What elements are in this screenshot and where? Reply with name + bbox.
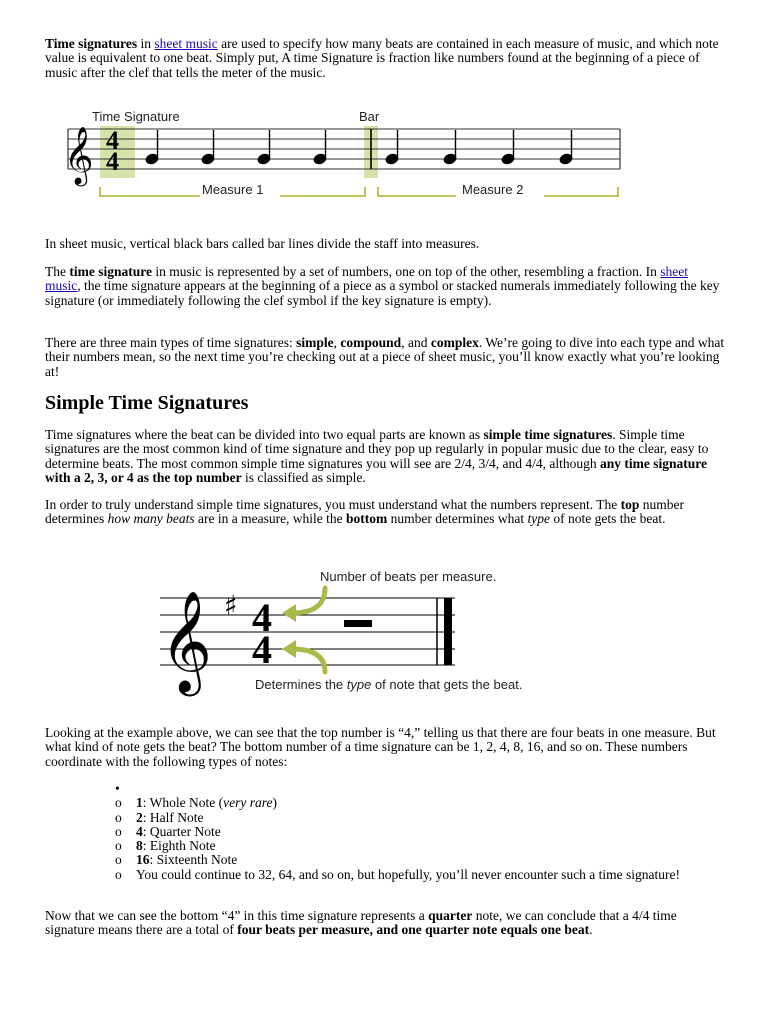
bold-text: complex <box>430 335 479 350</box>
text: : Quarter Note <box>142 823 221 839</box>
sheet-music-link[interactable]: sheet music <box>154 36 218 51</box>
bold-text: bottom <box>346 511 388 527</box>
bold-text: 2 <box>136 809 143 825</box>
top-arrowhead-icon <box>282 604 296 622</box>
text: You could continue to 32, 64, and so on, but hopefully, you’ll never encounter such a time signature! <box>136 866 681 882</box>
list-item <box>115 796 715 810</box>
quarter-notes-measure-2 <box>385 130 573 165</box>
list-item <box>115 853 715 867</box>
circle-marker: o <box>115 866 122 882</box>
list-item <box>115 839 715 853</box>
simple-time-paragraph <box>45 428 725 485</box>
quarter-notes-measure-1 <box>145 130 327 165</box>
conclusion-paragraph <box>45 909 725 938</box>
measure-1-label: Measure 1 <box>202 182 264 197</box>
text: is classified as simple. <box>241 469 366 485</box>
time-signature-top: 4 <box>106 126 119 155</box>
circle-marker: o <box>115 809 122 825</box>
bold-text: simple time signatures <box>483 427 613 442</box>
example-explanation-paragraph: Looking at the example above, we can see that the top number is “4,” telling us that there are four beats in one measure. But what kind of note gets the beat? The bottom number of a time signature can be 1, 2, 4, 8, 16, and so on. These numbers coordinate with the following types of notes: <box>45 725 716 769</box>
bold-text: 8 <box>136 838 143 854</box>
italic-text: type <box>346 677 372 692</box>
top-arrow-icon <box>292 588 325 613</box>
section-heading: Simple Time Signatures <box>45 392 249 414</box>
circle-marker: o <box>115 823 122 839</box>
bold-text: compound <box>340 335 402 350</box>
note-types-list <box>115 782 715 882</box>
text: , the time signature appears at the beginning of a piece as a symbol or stacked numerals immediately following the key signature (or immediately following the clef symbol if the key signature is empty). <box>45 278 720 308</box>
text: Time signatures where the beat can be divided into two equal parts are known as <box>45 427 484 442</box>
bar-label: Bar <box>359 109 380 124</box>
text: : Whole Note ( <box>142 795 224 811</box>
bottom-arrowhead-icon <box>282 640 296 658</box>
text: ) <box>272 795 277 811</box>
numbers-meaning-paragraph <box>45 498 725 527</box>
intro-paragraph <box>45 37 725 80</box>
list-item <box>115 811 715 825</box>
text: In order to truly understand simple time signatures, you must understand what the numbers represent. The <box>45 497 621 512</box>
text: The <box>45 264 70 279</box>
measure-2-label: Measure 2 <box>462 182 524 197</box>
text: : Half Note <box>142 809 204 825</box>
bold-text: top <box>620 497 640 512</box>
text: are used to specify how many beats are contained in each measure of music, and which note value is equivalent to one beat. Simply put, A time Signature is fraction like numbers found at the beginning of a piece of music after the clef that tells the meter of the music. <box>45 36 719 80</box>
text: , and <box>401 335 431 350</box>
italic-text: type <box>527 511 551 527</box>
bold-text: 16 <box>136 852 150 868</box>
list-item <box>115 825 715 839</box>
text: : Eighth Note <box>142 838 216 854</box>
text: . Simple time signatures are the most common kind of time signature and they pop up regularly in popular music due to the clear, easy to determine beats. The most common simple time signatures you will see are 2/4, 3/4, and 4/4, although <box>45 427 709 471</box>
bold-text: four beats per measure, and one quarter note equals one beat <box>237 922 590 938</box>
bold-text: any time signature with a 2, 3, or 4 as the top number <box>45 455 708 485</box>
bold-text: time signature <box>69 264 152 279</box>
sharp-icon: ♯ <box>224 589 238 622</box>
time-signature-label: Time Signature <box>92 109 180 124</box>
text: . <box>589 922 593 938</box>
time-signature-description <box>45 265 725 308</box>
list-item <box>115 868 715 882</box>
beats-per-measure-label: Number of beats per measure. <box>320 569 497 584</box>
text: of note that gets the beat. <box>371 677 523 692</box>
text: number determines what <box>387 511 528 527</box>
text: of note gets the beat. <box>550 511 666 527</box>
bold-text: 1 <box>136 795 143 811</box>
bar-lines-paragraph: In sheet music, vertical black bars called bar lines divide the staff into measures. <box>45 236 480 251</box>
bold-text: simple <box>296 335 334 350</box>
arrows <box>292 588 325 672</box>
treble-clef-icon: 𝄞 <box>64 126 94 184</box>
time-signature-bottom: 4 <box>252 627 272 672</box>
circle-marker: o <box>115 838 122 854</box>
text: in music is represented by a set of numbers, one on top of the other, resembling a fraction. In <box>152 264 661 279</box>
final-barline-thick <box>444 598 452 665</box>
bold-text: quarter <box>428 908 473 923</box>
text: Determines the <box>255 677 347 692</box>
note-type-label <box>255 677 522 692</box>
bold-text: 4 <box>136 823 143 839</box>
text: : Sixteenth Note <box>149 852 238 868</box>
treble-clef-icon: 𝄞 <box>160 589 213 692</box>
text: number determines <box>45 497 685 527</box>
sheet-music-link[interactable]: sheet music <box>45 264 688 294</box>
time-signature-top: 4 <box>252 595 272 640</box>
text: are in a measure, while the <box>194 511 347 527</box>
italic-text: very rare <box>223 795 273 811</box>
text: in <box>137 36 155 51</box>
bullet-marker: • <box>115 781 120 796</box>
text: Now that we can see the bottom “4” in this time signature represents a <box>45 908 429 923</box>
text: There are three main types of time signatures: <box>45 335 297 350</box>
list-bullet <box>115 782 715 796</box>
circle-marker: o <box>115 852 122 868</box>
text: . We’re going to dive into each type and what their numbers mean, so the next time you’re checking out at a piece of sheet music, you’ll know exactly what you’re looking at! <box>45 335 725 379</box>
text: , <box>333 335 341 350</box>
bottom-arrow-icon <box>292 649 325 672</box>
text: note, we can conclude that a 4/4 time signature means there are a total of <box>45 908 677 938</box>
circle-marker: o <box>115 795 122 811</box>
time-signature-bottom: 4 <box>106 147 119 176</box>
italic-text: how many beats <box>107 511 195 527</box>
time-signature-explained-figure <box>150 565 620 700</box>
time-signature-measures-figure <box>60 104 630 204</box>
types-paragraph <box>45 336 725 379</box>
bold-text: Time signatures <box>45 36 138 51</box>
whole-rest-icon <box>344 620 372 627</box>
